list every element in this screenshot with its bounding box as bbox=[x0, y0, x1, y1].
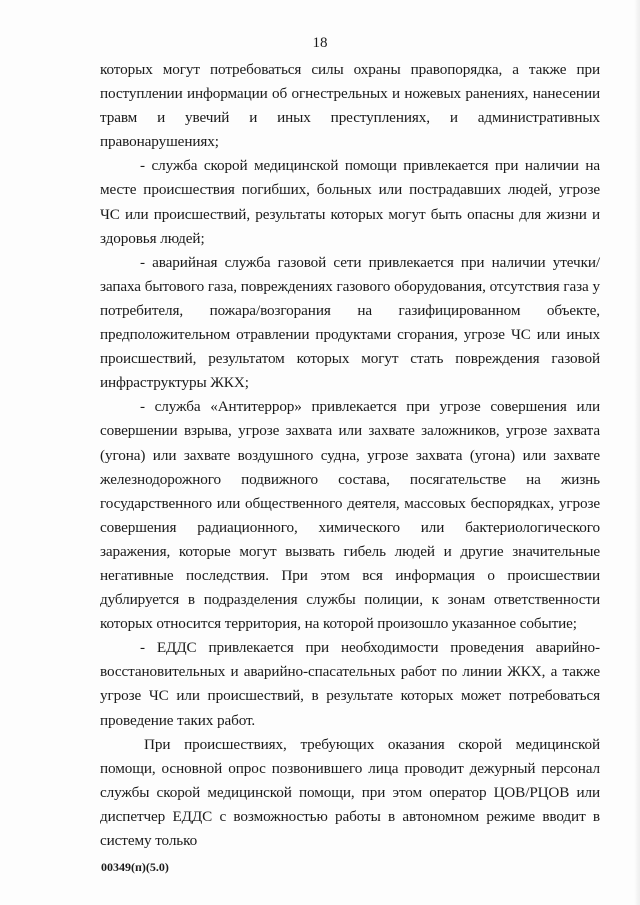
paragraph-medical-incidents: При происшествиях, требующих оказания скорой медицинской помощи, основной опрос позвонившего лица проводит дежурный персонал службы скорой медицинской помощи, при этом оператор ЦОВ/РЦОВ или диспетчер ЕДДС с возможностью работы в автономном режиме вводит в систему только bbox=[100, 735, 600, 849]
paragraph-ambulance-service: - служба скорой медицинской помощи привлекается при наличии на месте происшествия погибших, больных или пострадавших людей, угрозе ЧС или происшествий, результаты которых могут быть опасны для жизни и здоровья людей; bbox=[100, 157, 600, 247]
paragraph-continuation: которых могут потребоваться силы охраны правопорядка, а также при поступлении информации об огнестрельных и ножевых ранениях, нанесении травм и увечий и иных преступлениях, и административных правонарушениях; bbox=[100, 61, 600, 151]
page-edge-shadow bbox=[634, 0, 640, 905]
document-code: 00349(п)(5.0) bbox=[101, 860, 169, 874]
paragraph-gas-emergency-service: - аварийная служба газовой сети привлекается при наличии утечки/запаха бытового газа, повреждениях газового оборудования, отсутствия газа у потребителя, пожара/возгорания на газифицированном объекте, предположительном отравлении продуктами сгорания, угрозе ЧС или иных происшествий, результатом которых могут стать повреждения газовой инфраструктуры ЖКХ; bbox=[100, 253, 600, 392]
page-number: 18 bbox=[312, 35, 328, 51]
document-body bbox=[100, 58, 600, 853]
paragraph-edds: - ЕДДС привлекается при необходимости проведения аварийно-восстановительных и аварийно-спасательных работ по линии ЖКХ, а также угрозе ЧС или происшествий, в результате которых может потребоваться проведение таких работ. bbox=[100, 639, 600, 729]
paragraph-antiterror-service: - служба «Антитеррор» привлекается при угрозе совершения или совершении взрыва, угрозе захвата или захвате заложников, угрозе захвата (угона) или захвате воздушного судна, угрозе захвата (угона) или захвате железнодорожного подвижного состава, посягательстве на жизнь государственного или общественного деятеля, массовых беспорядках, угрозе совершения радиационного, химического или бактериологического заражения, которые могут вызвать гибель людей и другие значительные негативные последствия. При этом вся информация о происшествии дублируется в подразделения службы полиции, к зонам ответственности которых относится территория, на которой произошло указанное событие; bbox=[100, 398, 600, 633]
